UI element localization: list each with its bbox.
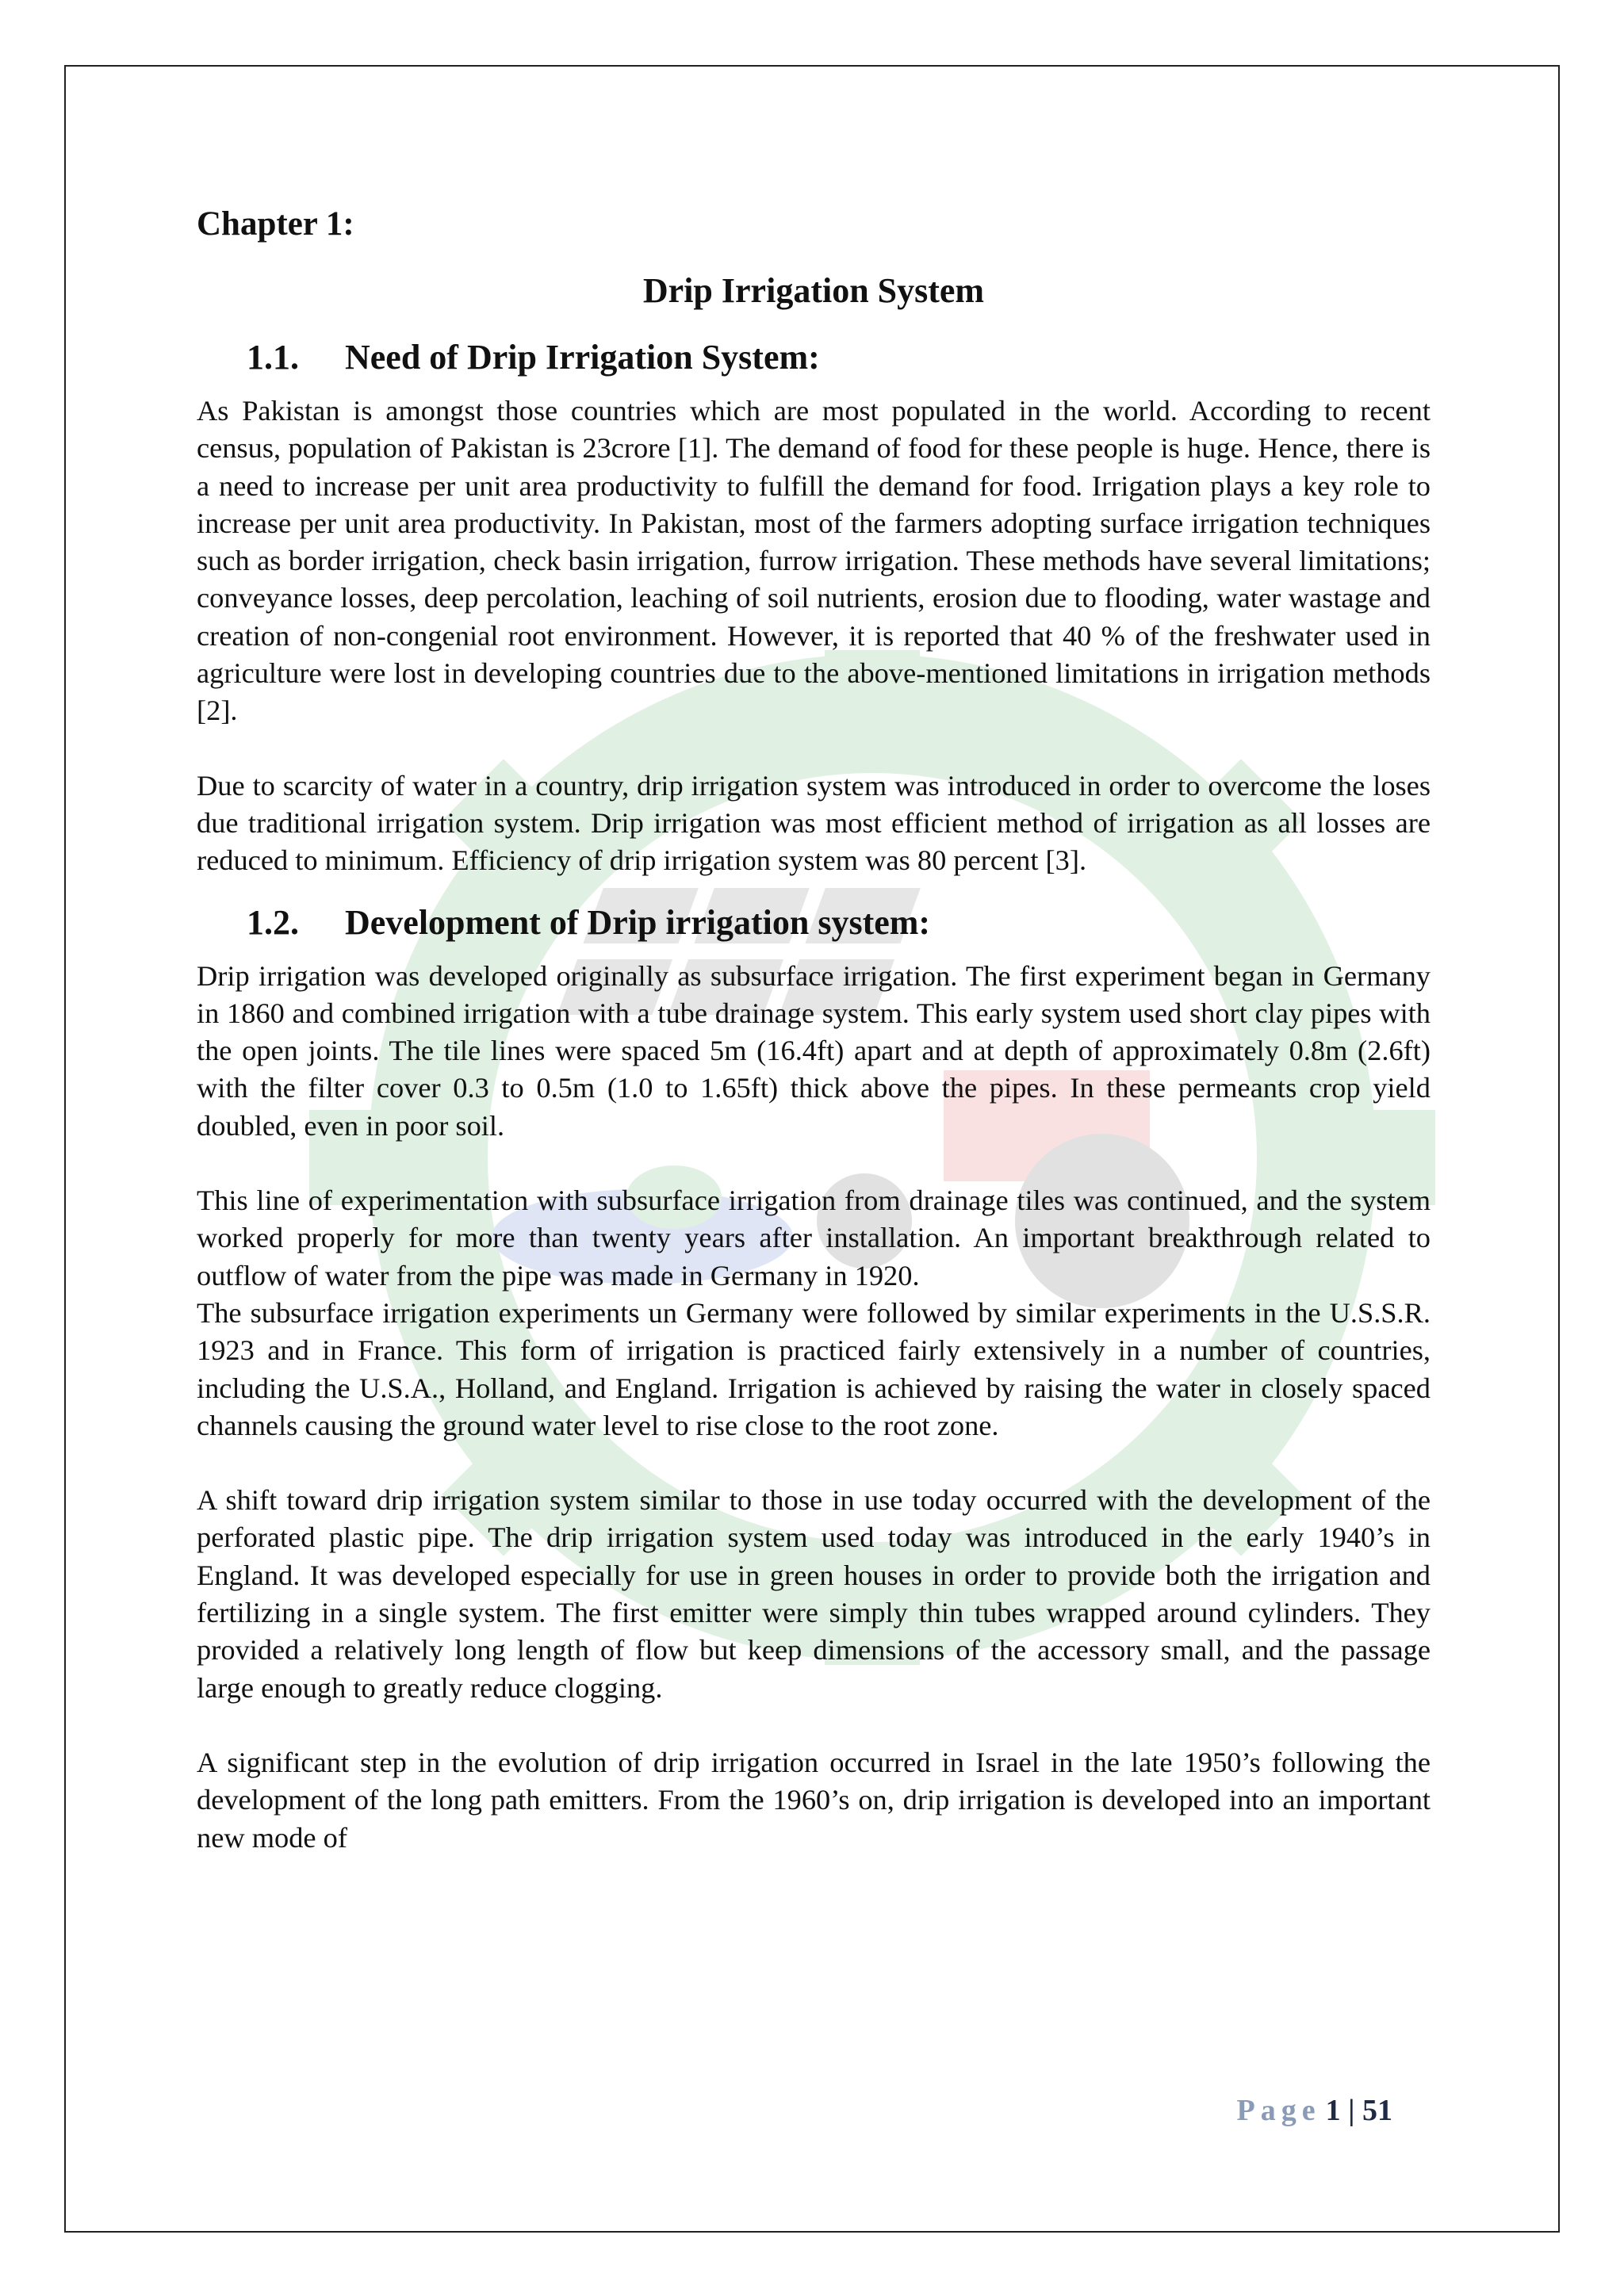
section-number: 1.2.	[247, 902, 299, 942]
page-number: 1 | 51	[1325, 2094, 1392, 2127]
paragraph: Due to scarcity of water in a country, drip irrigation system was introduced in order to overcome the loses due traditional irrigation system. Drip irrigation was most efficient method of irrigation as all losses are reduced to minimum. Efficiency of drip irrigation system was 80 percent [3].	[197, 769, 1431, 877]
chapter-title: Drip Irrigation System	[642, 271, 985, 310]
section-heading-1-2	[247, 899, 1431, 947]
section-title: Development of Drip irrigation system:	[345, 902, 931, 942]
page-footer	[1237, 2093, 1392, 2128]
section-heading-1-1	[247, 334, 1431, 381]
section-title: Need of Drip Irrigation System:	[345, 338, 820, 377]
chapter-label: Chapter 1:	[197, 205, 354, 243]
paragraph: A significant step in the evolution of drip irrigation occurred in Israel in the late 1950’s following the development of the long path emitters. From the 1960’s on, drip irrigation is developed into an important new mode of	[197, 1746, 1431, 1854]
paragraph: As Pakistan is amongst those countries which are most populated in the world. According to recent census, population of Pakistan is 23crore [1]. The demand of food for these people is huge. Hence, there is a need to increase per unit area productivity to fulfill the demand for food. Irrigation plays a key role to increase per unit area productivity. In Pakistan, most of the farmers adopting surface irrigation techniques such as border irrigation, check basin irrigation, furrow irrigation. These methods have several limitations; conveyance losses, deep percolation, leaching of soil nutrients, erosion due to flooding, water wastage and creation of non-congenial root environment. However, it is reported that 40 % of the freshwater used in agriculture were lost in developing countries due to the above-mentioned limitations in irrigation methods [2].	[197, 395, 1431, 727]
document-body	[197, 190, 1431, 1894]
paragraph: The subsurface irrigation experiments un Germany were followed by similar experiments in the U.S.S.R. 1923 and in France. This form of irrigation is practiced fairly extensively in a number of countries, including the U.S.A., Holland, and England. Irrigation is achieved by raising the water in closely spaced channels causing the ground water level to rise close to the root zone.	[197, 1296, 1431, 1441]
paragraph: Drip irrigation was developed originally as subsurface irrigation. The first experiment began in Germany in 1860 and combined irrigation with a tube drainage system. This early system used short clay pipes with the open joints. The tile lines were spaced 5m (16.4ft) apart and at depth of approximately 0.8m (2.6ft) with the filter cover 0.3 to 0.5m (1.0 to 1.65ft) thick above the pipes. In these permeants crop yield doubled, even in poor soil.	[197, 959, 1431, 1142]
paragraph: A shift toward drip irrigation system similar to those in use today occurred with the development of the perforated plastic pipe. The drip irrigation system used today was introduced in the early 1940’s in England. It was developed especially for use in green houses in order to provide both the irrigation and fertilizing in a single system. The first emitter were simply thin tubes wrapped around cylinders. They provided a relatively long length of flow but keep dimensions of the accessory small, and the passage large enough to greatly reduce clogging.	[197, 1484, 1431, 1704]
page-label: Page	[1236, 2094, 1321, 2127]
section-number: 1.1.	[247, 338, 299, 377]
paragraph: This line of experimentation with subsurface irrigation from drainage tiles was continued, and the system worked properly for more than twenty years after installation. An important breakthrough related to outflow of water from the pipe was made in Germany in 1920.	[197, 1184, 1431, 1292]
